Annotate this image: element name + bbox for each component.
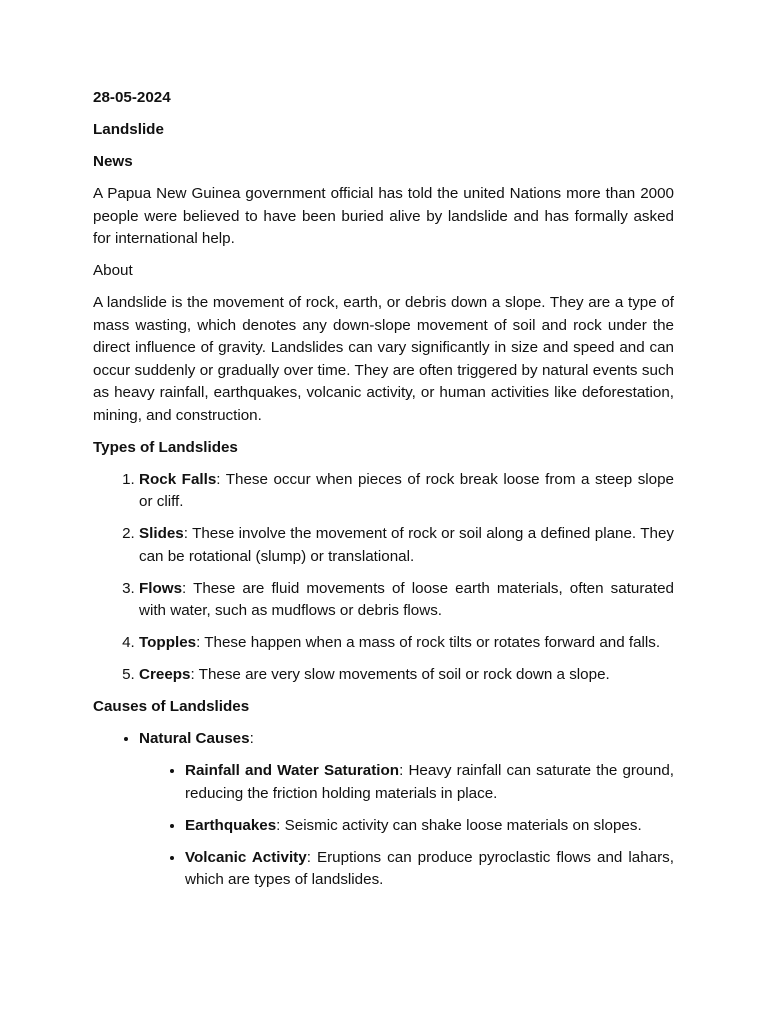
- list-item: [139, 523, 674, 568]
- document-title: Landslide: [93, 121, 164, 138]
- type-description: : These happen when a mass of rock tilts or rotates forward and falls.: [196, 634, 661, 651]
- type-term: Rock Falls: [139, 470, 217, 488]
- type-description: : These involve the movement of rock or soil along a defined plane. They can be rotational (slump) or translational.: [139, 525, 674, 565]
- cause-term: Volcanic Activity: [185, 848, 307, 866]
- natural-causes-label: Natural Causes: [139, 730, 250, 747]
- types-heading: Types of Landslides: [93, 438, 238, 456]
- document-date: 28-05-2024: [93, 89, 171, 106]
- type-description: : These occur when pieces of rock break loose from a steep slope or cliff.: [139, 470, 675, 510]
- document-page: [93, 87, 674, 901]
- list-item: [139, 469, 674, 514]
- about-paragraph: A landslide is the movement of rock, earth, or debris down a slope. They are a type of mass wasting, which denotes any down-slope movement of soil and rock under the direct influence of gravity. Landslides can vary significantly in size and speed and can occur suddenly or gradually over time. They are often triggered by natural events such as heavy rainfall, earthquakes, volcanic activity, or human activities like deforestation, mining, and construction.: [93, 294, 674, 424]
- cause-description: : Heavy rainfall can saturate the ground, reducing the friction holding materials in place.: [185, 762, 674, 802]
- list-item: [139, 728, 674, 892]
- cause-description: : Eruptions can produce pyroclastic flows and lahars, which are types of landslides.: [185, 848, 674, 888]
- type-term: Flows: [139, 579, 183, 597]
- natural-causes-suffix: :: [249, 730, 254, 747]
- type-term: Topples: [139, 634, 197, 651]
- list-item: [139, 632, 674, 655]
- types-list: [93, 469, 674, 687]
- list-item: [139, 578, 674, 623]
- type-term: Creeps: [139, 666, 191, 683]
- news-paragraph: A Papua New Guinea government official has told the united Nations more than 2000 people were believed to have been buried alive by landslide and has formally asked for international help.: [93, 185, 674, 247]
- causes-list: [93, 728, 674, 892]
- type-description: : These are very slow movements of soil or rock down a slope.: [190, 666, 610, 683]
- list-item: [185, 815, 674, 838]
- cause-term: Earthquakes: [185, 816, 277, 834]
- cause-description: : Seismic activity can shake loose materials on slopes.: [276, 816, 642, 834]
- list-item: [139, 664, 674, 687]
- cause-term: Rainfall and Water Saturation: [185, 762, 400, 779]
- list-item: [185, 847, 674, 892]
- news-heading: News: [93, 153, 133, 170]
- type-term: Slides: [139, 525, 184, 542]
- causes-heading: Causes of Landslides: [93, 698, 250, 715]
- type-description: : These are fluid movements of loose earth materials, often saturated with water, such as mudflows or debris flows.: [139, 579, 674, 619]
- natural-causes-sublist: [139, 760, 674, 892]
- about-heading: About: [93, 262, 133, 279]
- list-item: [185, 760, 674, 805]
